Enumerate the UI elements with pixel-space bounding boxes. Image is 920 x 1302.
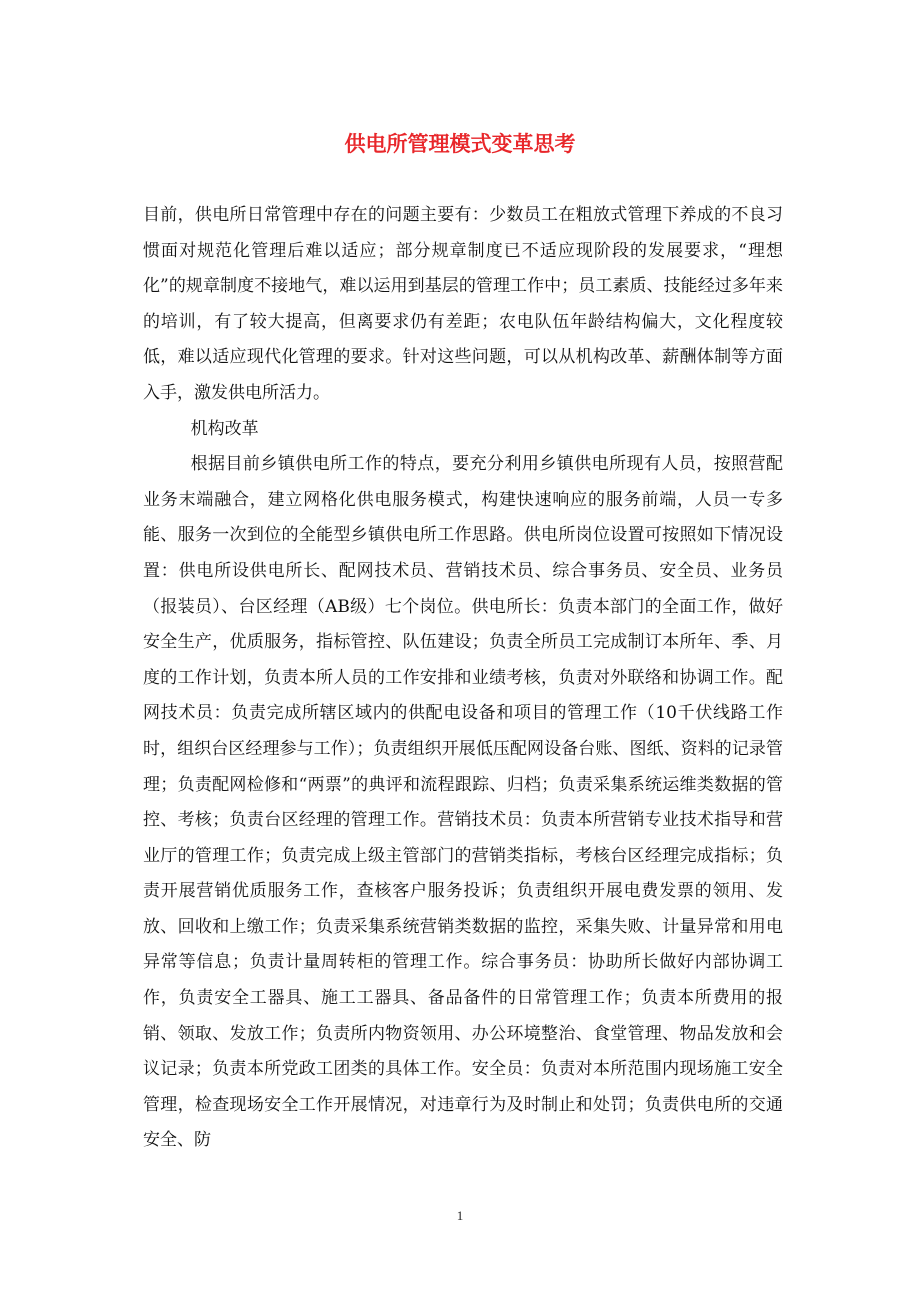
body-paragraph: 根据目前乡镇供电所工作的特点，要充分利用乡镇供电所现有人员，按照营配业务末端融合，建立网格化供电服务模式，构建快速响应的服务前端，人员一专多能、服务一次到位的全能型乡镇供电所工作思路。供电所岗位设置可按照如下情况设置：供电所设供电所长、配网技术员、营销技术员、综合事务员、安全员、业务员（报装员）、台区经理（AB级）七个岗位。供电所长：负责本部门的全面工作，做好安全生产，优质服务，指标管控、队伍建设；负责全所员工完成制订本所年、季、月度的工作计划，负责本所人员的工作安排和业绩考核，负责对外联络和协调工作。配网技术员：负责完成所辖区域内的供配电设备和项目的管理工作（10千伏线路工作时，组织台区经理参与工作）；负责组织开展低压配网设备台账、图纸、资料的记录管理；负责配网检修和“两票”的典评和流程跟踪、归档；负责采集系统运维类数据的管控、考核；负责台区经理的管理工作。营销技术员：负责本所营销专业技术指导和营业厅的管理工作；负责完成上级主管部门的营销类指标，考核台区经理完成指标；负责开展营销优质服务工作，查核客户服务投诉；负责组织开展电费发票的领用、发放、回收和上缴工作；负责采集系统营销类数据的监控，采集失败、计量异常和用电异常等信息；负责计量周转柜的管理工作。综合事务员：协助所长做好内部协调工作，负责安全工器具、施工工器具、备品备件的日常管理工作；负责本所费用的报销、领取、发放工作；负责所内物资领用、办公环境整治、食堂管理、物品发放和会议记录；负责本所党政工团类的具体工作。安全员：负责对本所范围内现场施工安全管理，检查现场安全工作开展情况，对违章行为及时制止和处罚；负责供电所的交通安全、防 [143,454,783,1151]
intro-paragraph: 目前，供电所日常管理中存在的问题主要有：少数员工在粗放式管理下养成的不良习惯面对规范化管理后难以适应；部分规章制度已不适应现阶段的发展要求，“理想化”的规章制度不接地气，难以运用到基层的管理工作中；员工素质、技能经过多年来的培训，有了较大提高，但离要求仍有差距；农电队伍年龄结构偏大，文化程度较低，难以适应现代化管理的要求。针对这些问题，可以从机构改革、薪酬体制等方面入手，激发供电所活力。 [143,205,783,403]
page-number: 1 [456,1208,464,1223]
document-body [143,198,783,1159]
document-title: 供电所管理模式变革思考 [344,132,576,156]
section-heading: 机构改革 [190,418,259,439]
